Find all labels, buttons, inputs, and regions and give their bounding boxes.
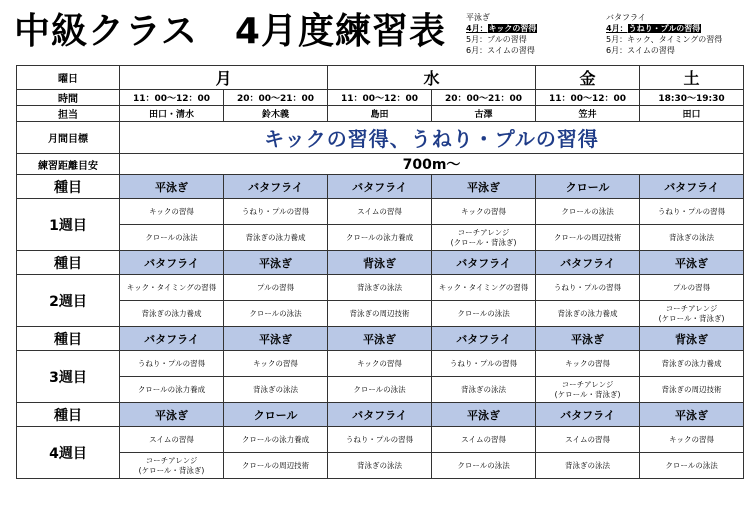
stroke-cell: 平泳ぎ (120, 175, 224, 199)
label-stroke: 種目 (17, 327, 120, 351)
legend-month: 4月 (606, 24, 620, 33)
stroke-cell: バタフライ (328, 175, 432, 199)
teacher-name: 鈴木義 (224, 106, 328, 122)
activity-cell (536, 453, 640, 479)
activity-cell: スイムの習得 (432, 427, 536, 453)
stroke-cell: クロール (224, 403, 328, 427)
stroke-cell: 平泳ぎ (120, 403, 224, 427)
monthly-goal: キックの習得、うねり・プルの習得 (120, 122, 744, 154)
teacher-name: 田口 (640, 106, 744, 122)
activity-cell (432, 301, 536, 327)
time-slot: 18:30～19:30 (640, 90, 744, 106)
activity-line: (ケロール・背泳ぎ) (554, 389, 621, 399)
legend-text: うねり・プルの習得 (628, 24, 701, 33)
activity-cell: うねり・プルの習得 (640, 199, 744, 225)
label-teacher: 担当 (17, 106, 120, 122)
legend-month: 6月 (466, 46, 480, 55)
legend-text: キックの習得 (488, 24, 537, 33)
activity-line: (クロール・背泳ぎ) (450, 237, 517, 247)
label-day: 曜日 (17, 66, 120, 90)
label-stroke: 種目 (17, 403, 120, 427)
label-distance: 練習距離目安 (17, 154, 120, 175)
distance-target: 700m～ (120, 154, 744, 175)
activity-line: 背泳ぎの泳力養成 (141, 308, 202, 318)
stroke-cell: クロール (536, 175, 640, 199)
activity-cell (640, 225, 744, 251)
week-label: 3週目 (17, 351, 120, 403)
activity-cell: うねり・プルの習得 (328, 427, 432, 453)
activity-cell (224, 225, 328, 251)
week-label: 1週目 (17, 199, 120, 251)
activity-line: コーチアレンジ (665, 303, 718, 313)
activity-line: クロールの周辺技術 (553, 232, 622, 242)
activity-line: 背泳ぎの泳法 (565, 460, 611, 470)
legend-item: 4月：キックの習得 (466, 24, 537, 33)
time-slot: 11：00～12：00 (120, 90, 224, 106)
legend-butterfly (606, 12, 722, 56)
legend-item: 6月：スイムの習得 (466, 46, 535, 55)
activity-line: クロールの泳法 (353, 384, 406, 394)
week-label: 2週目 (17, 275, 120, 327)
activity-cell: クロールの泳法 (536, 199, 640, 225)
label-monthly-goal: 月間目標 (17, 122, 120, 154)
legend-heading: バタフライ (606, 13, 646, 22)
activity-line: コーチアレンジ (145, 455, 198, 465)
stroke-cell: 平泳ぎ (328, 327, 432, 351)
activity-line: 背泳ぎの周辺技術 (349, 308, 410, 318)
teacher-name: 田口・清水 (120, 106, 224, 122)
stroke-cell: バタフライ (120, 251, 224, 275)
day-saturday: 土 (640, 66, 744, 90)
stroke-cell: 平泳ぎ (640, 251, 744, 275)
stroke-cell: バタフライ (328, 403, 432, 427)
stroke-cell: 平泳ぎ (536, 327, 640, 351)
activity-line: (ケロール・背泳ぎ) (658, 313, 725, 323)
activity-line: クロールの泳法 (457, 308, 510, 318)
day-wednesday: 水 (328, 66, 536, 90)
label-time: 時間 (17, 90, 120, 106)
activity-line: クロールの泳力養成 (137, 384, 206, 394)
activity-line: クロールの周辺技術 (241, 460, 310, 470)
activity-line: 背泳ぎの泳法 (669, 232, 715, 242)
activity-cell: キックの習得 (120, 199, 224, 225)
activity-cell (640, 453, 744, 479)
activity-line: クロールの泳法 (249, 308, 302, 318)
activity-line: 背泳ぎの泳法 (461, 384, 507, 394)
activity-cell (640, 301, 744, 327)
activity-cell (120, 225, 224, 251)
activity-line: 背泳ぎの泳法 (357, 460, 403, 470)
legend-month: 6月 (606, 46, 620, 55)
legend-month: 4月 (466, 24, 480, 33)
activity-line: クロールの泳法 (457, 460, 510, 470)
legend-month: 5月 (466, 35, 480, 44)
activity-cell (328, 377, 432, 403)
activity-cell (224, 453, 328, 479)
activity-cell: キックの習得 (536, 351, 640, 377)
activity-line: コーチアレンジ (561, 379, 614, 389)
activity-line: 背泳ぎの泳力養成 (557, 308, 618, 318)
day-friday: 金 (536, 66, 640, 90)
activity-cell: プルの習得 (640, 275, 744, 301)
teacher-name: 古澤 (432, 106, 536, 122)
stroke-cell: バタフライ (432, 327, 536, 351)
legend-item: 5月：キック、タイミングの習得 (606, 35, 723, 44)
activity-cell: キックの習得 (224, 351, 328, 377)
activity-cell: スイムの習得 (536, 427, 640, 453)
legend-text: スイムの習得 (627, 46, 675, 55)
activity-line: クロールの泳法 (145, 232, 198, 242)
stroke-cell: 平泳ぎ (224, 327, 328, 351)
time-slot: 20：00～21：00 (432, 90, 536, 106)
activity-cell: うねり・プルの習得 (536, 275, 640, 301)
stroke-cell: 平泳ぎ (432, 175, 536, 199)
activity-cell: クロールの泳力養成 (224, 427, 328, 453)
time-slot: 11：00～12：00 (536, 90, 640, 106)
activity-cell (224, 301, 328, 327)
legend-item: 6月：スイムの習得 (606, 46, 675, 55)
label-stroke: 種目 (17, 175, 120, 199)
activity-cell (328, 225, 432, 251)
activity-cell: キック・タイミングの習得 (432, 275, 536, 301)
activity-cell: うねり・プルの習得 (432, 351, 536, 377)
time-slot: 11：00～12：00 (328, 90, 432, 106)
activity-cell (120, 301, 224, 327)
stroke-cell: 背泳ぎ (328, 251, 432, 275)
legend-text: スイムの習得 (487, 46, 535, 55)
activity-line: 背泳ぎの泳法 (253, 384, 298, 394)
time-slot: 20：00～21：00 (224, 90, 328, 106)
activity-cell: プルの習得 (224, 275, 328, 301)
stroke-cell: バタフライ (224, 175, 328, 199)
activity-line: コーチアレンジ (457, 227, 510, 237)
day-monday: 月 (120, 66, 328, 90)
activity-line: クロールの泳法 (665, 460, 718, 470)
activity-cell (432, 377, 536, 403)
stroke-cell: 背泳ぎ (640, 327, 744, 351)
activity-line: 背泳ぎの泳力養成 (245, 232, 306, 242)
legend-breaststroke (466, 12, 537, 56)
stroke-cell: 平泳ぎ (224, 251, 328, 275)
activity-cell: キックの習得 (432, 199, 536, 225)
activity-cell (432, 453, 536, 479)
activity-line: クロールの泳力養成 (345, 232, 414, 242)
stroke-cell: バタフライ (640, 175, 744, 199)
activity-cell (536, 225, 640, 251)
activity-cell: 背泳ぎの泳力養成 (640, 351, 744, 377)
activity-cell: キック・タイミングの習得 (120, 275, 224, 301)
legend-month: 5月 (606, 35, 620, 44)
activity-cell: キックの習得 (640, 427, 744, 453)
teacher-name: 島田 (328, 106, 432, 122)
activity-cell (640, 377, 744, 403)
legend-item: 4月：うねり・プルの習得 (606, 24, 701, 33)
activity-cell (536, 377, 640, 403)
activity-cell (120, 377, 224, 403)
stroke-cell: 平泳ぎ (432, 403, 536, 427)
activity-cell: スイムの習得 (120, 427, 224, 453)
activity-line: 背泳ぎの周辺技術 (661, 384, 722, 394)
activity-cell: うねり・プルの習得 (224, 199, 328, 225)
activity-cell (328, 453, 432, 479)
activity-cell: うねり・プルの習得 (120, 351, 224, 377)
activity-line: (ケロール・背泳ぎ) (138, 465, 205, 475)
stroke-cell: バタフライ (536, 403, 640, 427)
teacher-name: 笠井 (536, 106, 640, 122)
activity-cell (536, 301, 640, 327)
legend-item: 5月：プルの習得 (466, 35, 527, 44)
activity-cell (224, 377, 328, 403)
activity-cell (120, 453, 224, 479)
page-title: 中級クラス 4月度練習表 (14, 11, 446, 52)
stroke-cell: バタフライ (432, 251, 536, 275)
activity-cell (432, 225, 536, 251)
activity-cell (328, 301, 432, 327)
stroke-cell: バタフライ (536, 251, 640, 275)
legend-text: プルの習得 (487, 35, 527, 44)
stroke-cell: 平泳ぎ (640, 403, 744, 427)
legend-text: キック、タイミングの習得 (627, 35, 723, 44)
legend-heading: 平泳ぎ (466, 13, 490, 22)
schedule-table (16, 65, 744, 479)
activity-cell: スイムの習得 (328, 199, 432, 225)
activity-cell: キックの習得 (328, 351, 432, 377)
stroke-cell: バタフライ (120, 327, 224, 351)
week-label: 4週目 (17, 427, 120, 479)
activity-cell: 背泳ぎの泳法 (328, 275, 432, 301)
label-stroke: 種目 (17, 251, 120, 275)
